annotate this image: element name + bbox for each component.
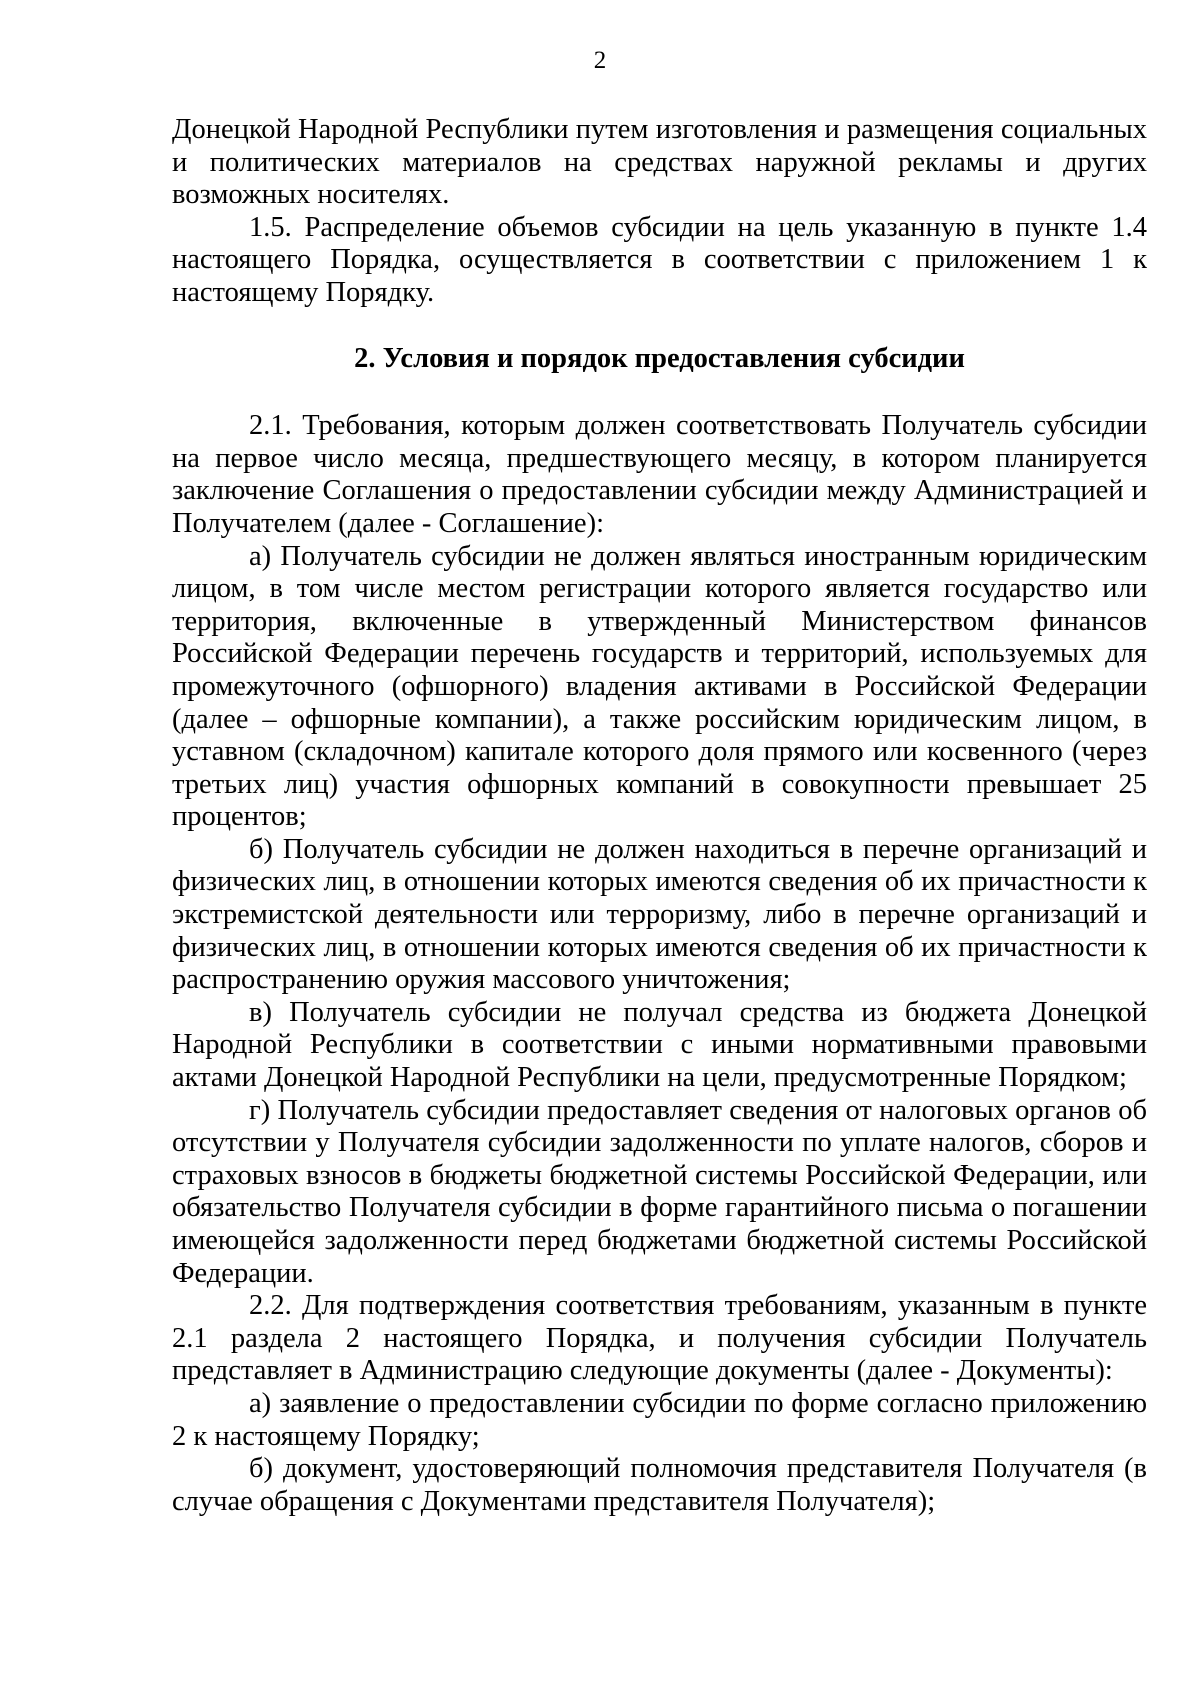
paragraph-2-1-v: в) Получатель субсидии не получал средства из бюджета Донецкой Народной Республики в соответствии с иными нормативными правовыми актами Донецкой Народной Республики на цели, предусмотренные Порядком; — [172, 996, 1147, 1094]
document-body — [172, 114, 1147, 1518]
paragraph-1-5: 1.5. Распределение объемов субсидии на цель указанную в пункте 1.4 настоящего Порядка, осуществляется в соответствии с приложением 1 к настоящему Порядку. — [172, 211, 1147, 308]
paragraph-2-2-b: б) документ, удостоверяющий полномочия представителя Получателя (в случае обращения с Документами представителя Получателя); — [172, 1453, 1147, 1517]
paragraph-2-1-b: б) Получатель субсидии не должен находиться в перечне организаций и физических лиц, в отношении которых имеются сведения об их причастности к экстремистской деятельности или терроризму, либо в перечне организаций и физических лиц, в отношении которых имеются сведения об их причастности к распространению оружия массового уничтожения; — [172, 833, 1147, 996]
section-heading: 2. Условия и порядок предоставления субсидии — [354, 342, 965, 374]
paragraph-2-2: 2.2. Для подтверждения соответствия требованиям, указанным в пункте 2.1 раздела 2 настоящего Порядка, и получения субсидии Получатель представляет в Администрацию следующие документы (далее - Документы): — [172, 1290, 1147, 1387]
paragraph-continuation: Донецкой Народной Республики путем изготовления и размещения социальных и политических материалов на средствах наружной рекламы и других возможных носителях. — [172, 114, 1147, 211]
page-number: 2 — [593, 47, 607, 74]
paragraph-2-1-a: а) Получатель субсидии не должен являться иностранным юридическим лицом, в том числе местом регистрации которого является государство или территория, включенные в утвержденный Министерством финансов Российской Федерации перечень государств и территорий, используемых для промежуточного (офшорного) владения активами в Российской Федерации (далее – офшорные компании), а также российским юридическим лицом, в уставном (складочном) капитале которого доля прямого или косвенного (через третьих лиц) участия офшорных компаний в совокупности превышает 25 процентов; — [172, 540, 1147, 833]
paragraph-2-2-a: а) заявление о предоставлении субсидии по форме согласно приложению 2 к настоящему Порядку; — [172, 1387, 1147, 1452]
paragraph-2-1-g: г) Получатель субсидии предоставляет сведения от налоговых органов об отсутствии у Получателя субсидии задолженности по уплате налогов, сборов и страховых взносов в бюджеты бюджетной системы Российской Федерации, или обязательство Получателя субсидии в форме гарантийного письма о погашении имеющейся задолженности перед бюджетами бюджетной системы Российской Федерации. — [172, 1094, 1147, 1289]
paragraph-2-1: 2.1. Требования, которым должен соответствовать Получатель субсидии на первое число месяца, предшествующего месяцу, в котором планируется заключение Соглашения о предоставлении субсидии между Администрацией и Получателем (далее - Соглашение): — [172, 410, 1147, 539]
